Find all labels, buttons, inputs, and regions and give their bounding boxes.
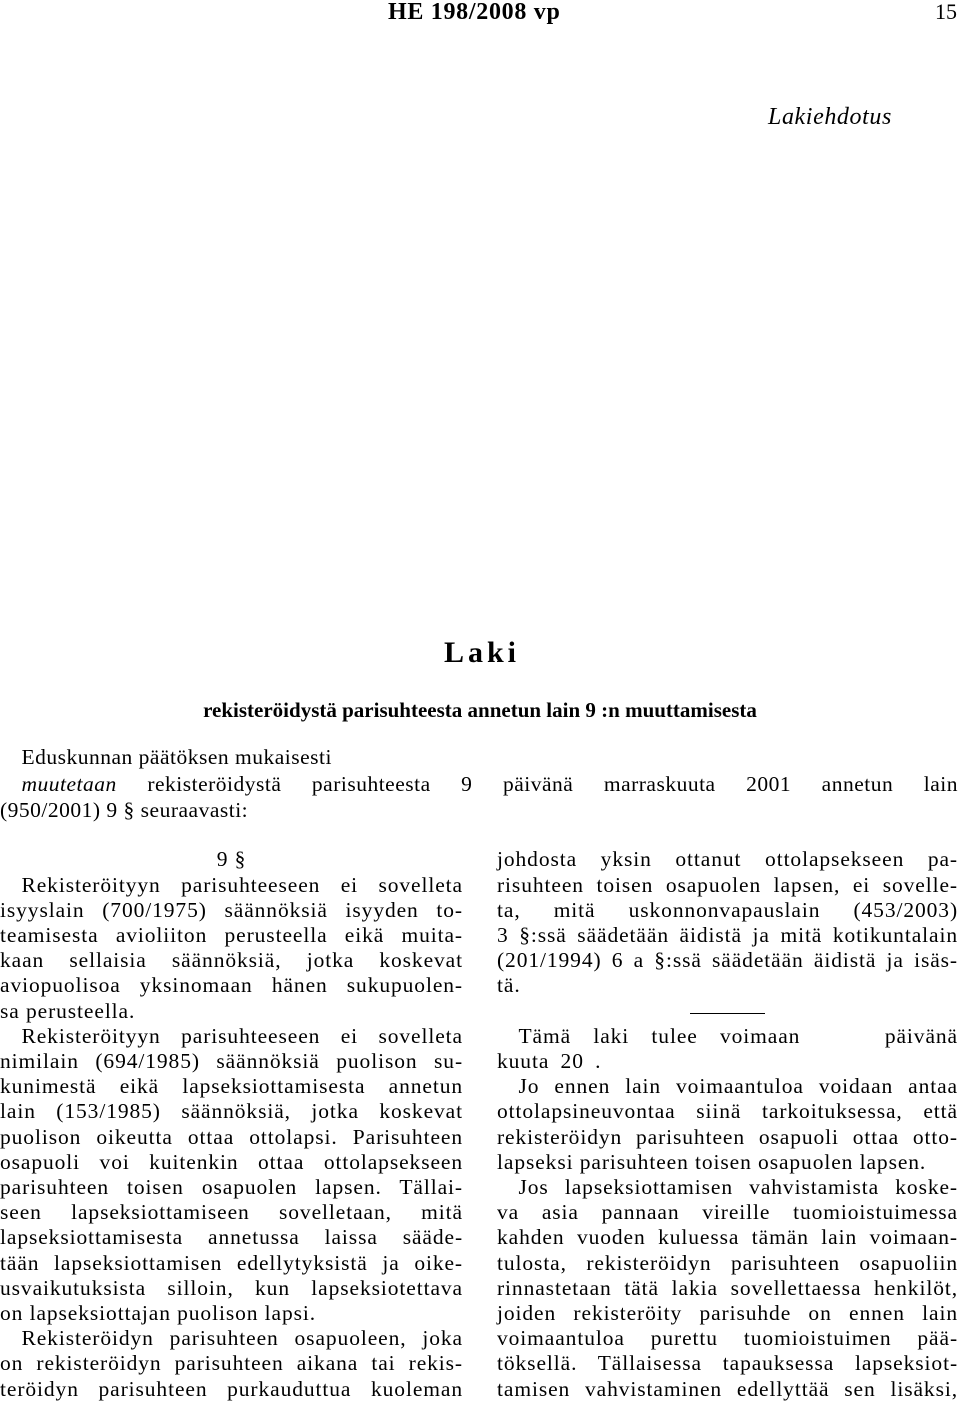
text-line: Rekisteröityyn parisuhteeseen ei sovelleta bbox=[21, 1023, 463, 1048]
text-line: seen lapseksiottamiseen sovelletaan, mitä bbox=[0, 1200, 463, 1225]
entry-into-force-line bbox=[497, 1024, 958, 1049]
text-line: ta, mitä uskonnonvapauslain (453/2003) bbox=[497, 897, 958, 922]
paragraph bbox=[497, 1175, 958, 1402]
text-line: puolison oikeutta ottaa ottolapsi. Parisuhteen bbox=[0, 1124, 463, 1149]
section-end-rule bbox=[497, 999, 958, 1024]
amending-clause-line bbox=[0, 771, 958, 798]
text-line: osapuoli voi kuitenkin ottaa ottolapsekseen bbox=[0, 1149, 463, 1174]
text-line: töksellä. Tällaisessa tapauksessa lapseksiot- bbox=[497, 1351, 958, 1376]
text-line: parisuhteen toisen osapuolen lapsen. Tällai- bbox=[0, 1175, 463, 1200]
amending-clause-text: rekisteröidystä parisuhteesta 9 päivänä marraskuuta 2001 annetun lain bbox=[147, 771, 958, 796]
text-line: tamisen vahvistaminen edellyttää sen lisäksi, bbox=[497, 1376, 958, 1401]
enacting-clause: Eduskunnan päätöksen mukaisesti bbox=[21, 745, 332, 769]
text-line: johdosta yksin ottanut ottolapsekseen pa- bbox=[497, 847, 958, 872]
text-line: Rekisteröityyn parisuhteeseen ei sovelleta bbox=[21, 872, 463, 897]
paragraph bbox=[0, 1326, 463, 1402]
law-subtitle: rekisteröidystä parisuhteesta annetun lain 9 :n muuttamisesta bbox=[203, 698, 757, 722]
section-label: Lakiehdotus bbox=[768, 104, 892, 130]
text-line: 3 §:ssä säädetään äidistä ja mitä kotikuntalain bbox=[497, 923, 958, 947]
text-line: (201/1994) 6 a §:ssä säädetään äidistä ja isäs- bbox=[497, 948, 958, 973]
section-heading: 9 § bbox=[216, 847, 247, 872]
text-line: ottolapsineuvontaa siinä tarkoituksessa, että bbox=[497, 1099, 958, 1124]
text-line: on lapseksiottajan puolison lapsi. bbox=[0, 1301, 317, 1326]
text-line: isyyslain (700/1975) säännöksiä isyyden to- bbox=[0, 897, 463, 922]
text-line: Rekisteröidyn parisuhteen osapuoleen, joka bbox=[21, 1326, 463, 1351]
horizontal-rule bbox=[690, 1013, 765, 1014]
text-line: Jos lapseksiottamisen vahvistamista koske- bbox=[518, 1175, 958, 1200]
text-line: lapseksi parisuhteen toisen osapuolen lapsen. bbox=[497, 1149, 927, 1174]
entry-into-force-date-word: päivänä bbox=[884, 1023, 958, 1048]
left-column bbox=[0, 847, 463, 1401]
text-line: joiden rekisteröity parisuhde on ennen lain bbox=[497, 1301, 958, 1326]
text-line: rekisteröidyn parisuhteen osapuoli ottaa otto- bbox=[497, 1124, 958, 1149]
paragraph bbox=[0, 1024, 463, 1326]
text-line: va asia pannaan vireille tuomioistuimessa bbox=[497, 1200, 958, 1225]
page-number: 15 bbox=[935, 0, 957, 24]
text-line: kunimestä eikä lapseksiottamisesta annetun bbox=[0, 1074, 463, 1099]
text-line: on rekisteröidyn parisuhteen aikana tai rekis- bbox=[0, 1351, 463, 1376]
text-line: teamisesta avioliiton perusteella eikä muita- bbox=[0, 923, 463, 947]
right-column bbox=[497, 847, 958, 1401]
amending-clause-line: (950/2001) 9 § seuraavasti: bbox=[0, 798, 249, 822]
text-line: tä. bbox=[497, 973, 521, 998]
amending-verb: muutetaan bbox=[21, 771, 117, 796]
text-line: sa perusteella. bbox=[0, 998, 136, 1023]
entry-into-force-line: kuuta 20 . bbox=[497, 1049, 602, 1073]
text-line: aviopuolisoa yksinomaan hänen sukupuolen- bbox=[0, 973, 463, 998]
text-line: Jo ennen lain voimaantuloa voidaan antaa bbox=[518, 1074, 958, 1099]
text-line: usvaikutuksista silloin, kun lapseksiotettava bbox=[0, 1275, 463, 1300]
text-line: risuhteen toisen osapuolen lapsen, ei sovelle- bbox=[497, 872, 958, 897]
law-title: Laki bbox=[443, 636, 521, 669]
text-line: tään lapseksiottamisen edellytyksistä ja oike- bbox=[0, 1250, 463, 1275]
entry-into-force-text: Tämä laki tulee voimaan bbox=[518, 1023, 801, 1048]
entry-into-force-paragraph bbox=[497, 1024, 958, 1074]
text-line: kahden vuoden kuluessa tämän lain voimaan- bbox=[497, 1225, 958, 1250]
paragraph bbox=[0, 873, 463, 1024]
text-line: lapseksiottamisesta annetussa laissa sääde- bbox=[0, 1225, 463, 1250]
text-line: tulosta, rekisteröidyn parisuhteen osapuoliin bbox=[497, 1250, 958, 1275]
text-line: teröidyn parisuhteen purkauduttua kuoleman bbox=[0, 1376, 463, 1401]
text-line: lain (153/1985) säännöksiä, jotka koskevat bbox=[0, 1099, 463, 1124]
text-line: nimilain (694/1985) säännöksiä puolison su- bbox=[0, 1049, 463, 1074]
paragraph bbox=[497, 847, 958, 998]
document-id: HE 198/2008 vp bbox=[388, 0, 561, 25]
paragraph bbox=[497, 1074, 958, 1175]
text-line: voimaantuloa purettu tuomioistuimen pää- bbox=[497, 1326, 958, 1351]
text-line: kaan sellaisia säännöksiä, jotka koskevat bbox=[0, 948, 463, 973]
text-line: rinnastetaan tätä lakia sovellettaessa henkilöt, bbox=[497, 1275, 958, 1300]
enacting-block bbox=[0, 744, 958, 824]
